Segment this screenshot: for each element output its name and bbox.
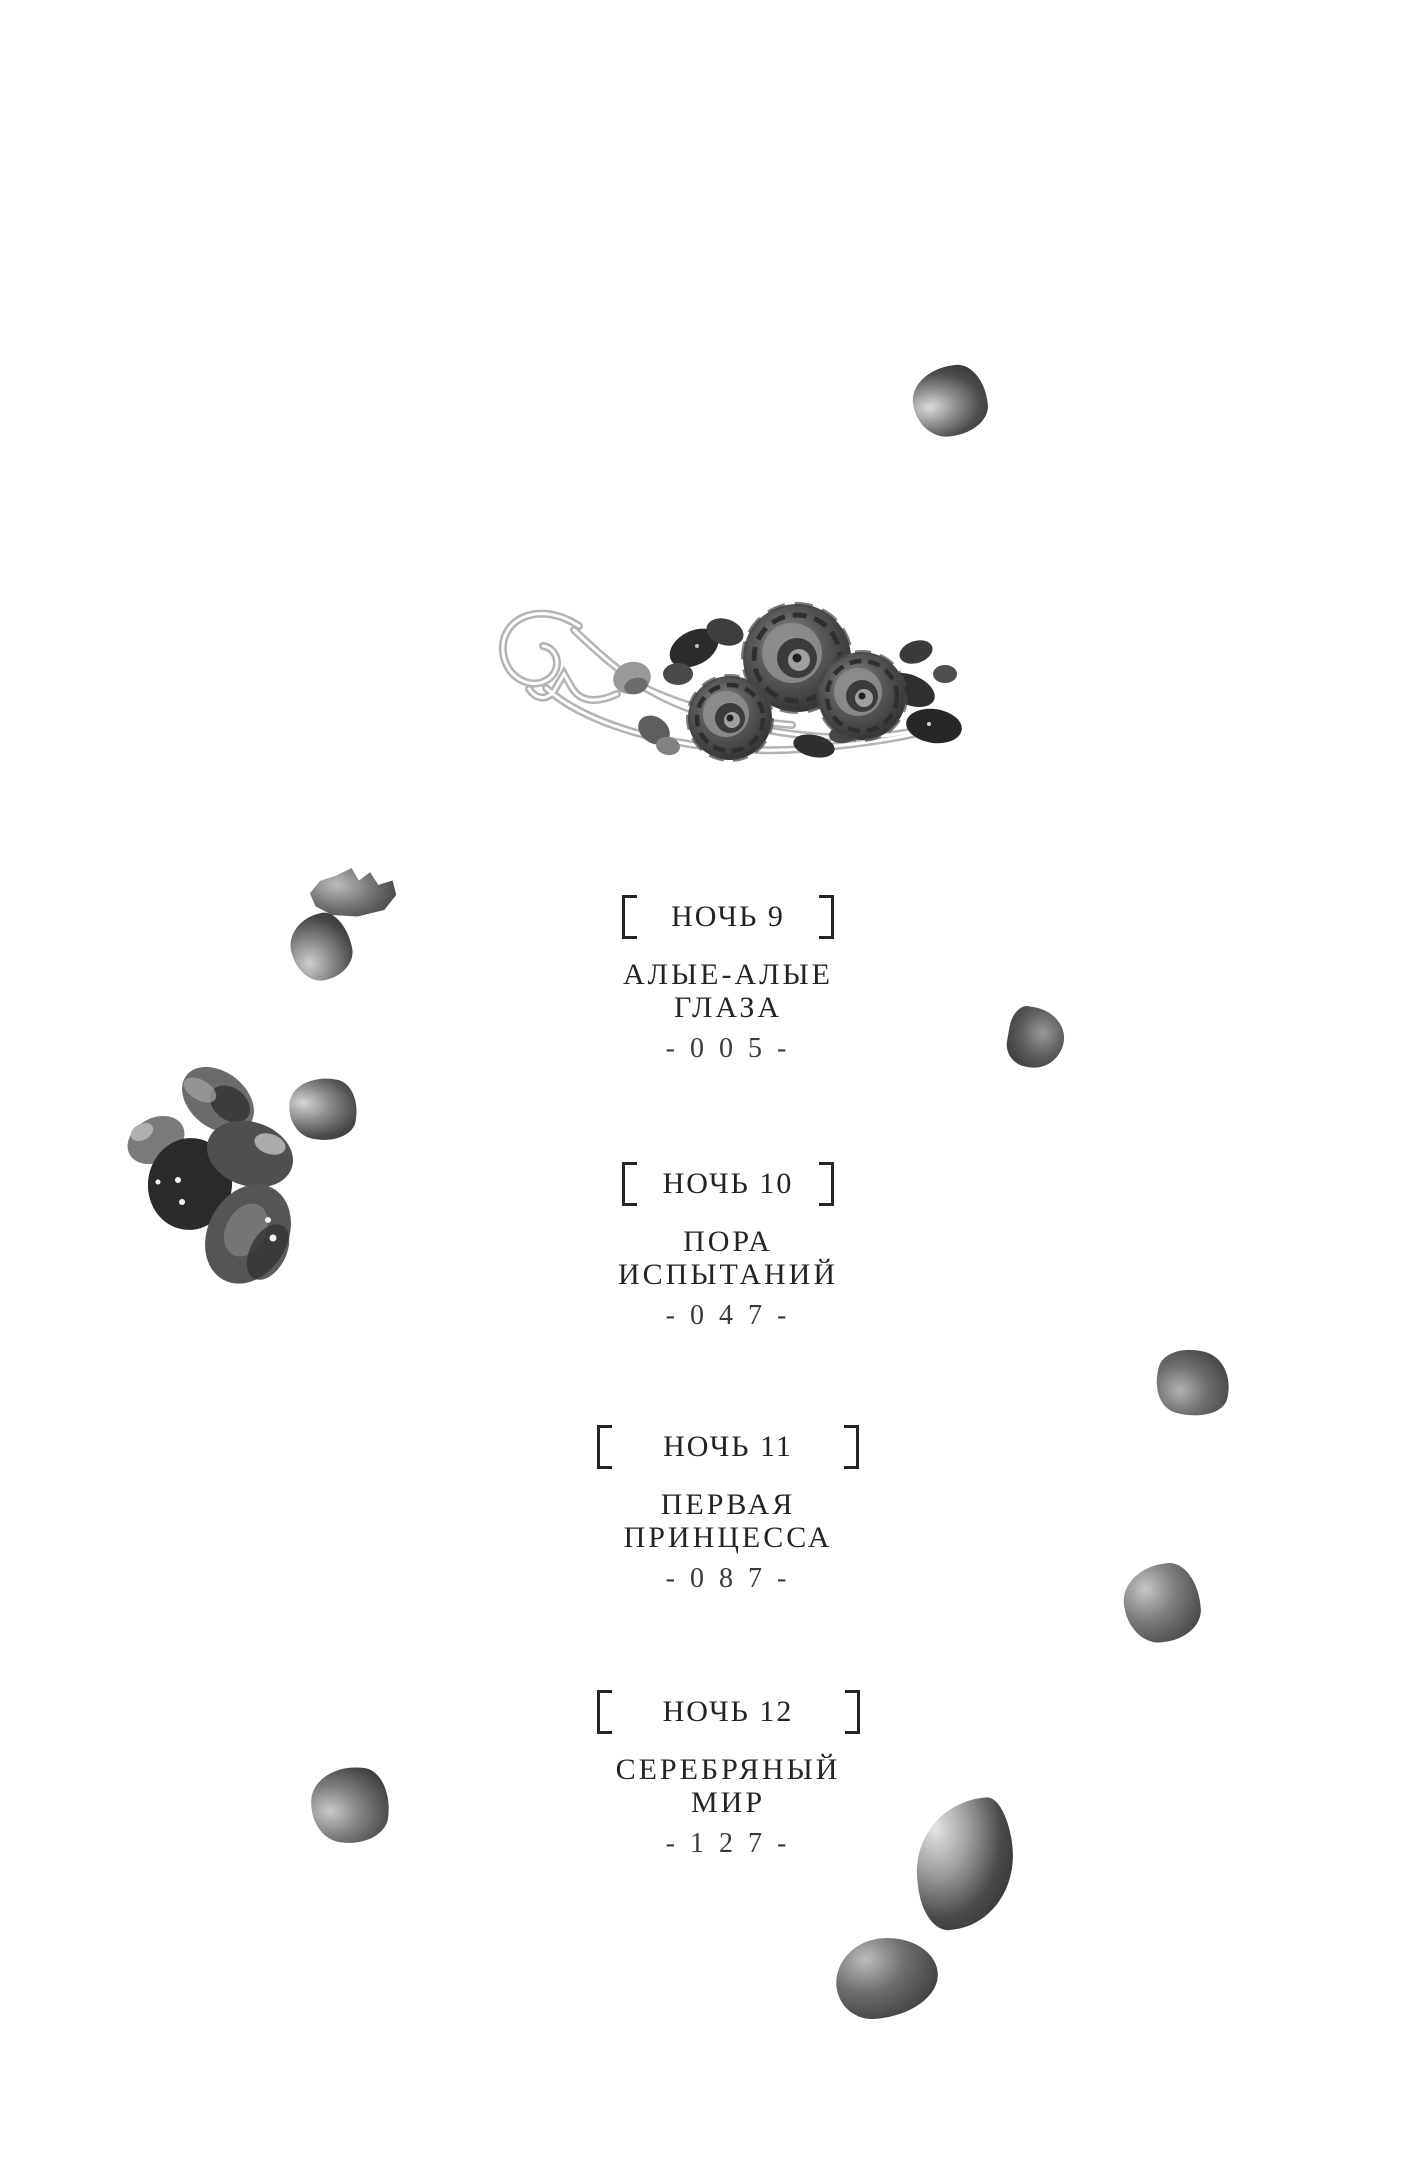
chapter-title-line1: АЛЫЕ-АЛЫЕ (623, 958, 833, 991)
chapter-label: НОЧЬ 9 (671, 899, 785, 933)
petal-cluster-icon (118, 1062, 308, 1297)
chapter-title (488, 958, 968, 1024)
toc-entry-night-12 (488, 1688, 968, 1860)
chapter-title-line2: МИР (690, 1786, 766, 1819)
page-number: - 0 0 5 - (665, 1033, 791, 1064)
chapter-label: НОЧЬ 12 (662, 1694, 794, 1728)
chapter-title-line1: СЕРЕБРЯНЫЙ (615, 1753, 841, 1786)
petal-bottom-left-icon (308, 1764, 391, 1845)
chapter-title-line2: ГЛАЗА (673, 991, 783, 1024)
rose-left (688, 676, 772, 760)
toc-entry-night-9 (488, 893, 968, 1065)
left-bracket-icon (622, 1162, 637, 1206)
toc-entry-night-10 (488, 1160, 968, 1332)
page-number: - 0 4 7 - (665, 1300, 791, 1331)
right-bracket-icon (819, 895, 834, 939)
chapter-heading (597, 1688, 860, 1735)
left-bracket-icon (622, 895, 637, 939)
chapter-heading (622, 1160, 834, 1207)
right-bracket-icon (844, 1425, 859, 1469)
chapter-label: НОЧЬ 10 (662, 1166, 794, 1200)
petal-right-upper-icon (1149, 1342, 1237, 1424)
chapter-title-line2: ИСПЫТАНИЙ (618, 1258, 838, 1291)
petal-right-lower-icon (1120, 1560, 1204, 1646)
chapter-title (488, 1225, 968, 1291)
chapter-title (488, 1488, 968, 1554)
right-bracket-icon (845, 1690, 860, 1734)
left-bracket-icon (597, 1690, 612, 1734)
chapter-title-line2: ПРИНЦЕССА (623, 1521, 833, 1554)
rose-flourish-ornament (482, 598, 962, 783)
petal-mid-right-icon (1003, 1004, 1069, 1073)
rose-right (818, 652, 906, 740)
toc-entry-night-11 (488, 1423, 968, 1595)
petal-bottom-icon (833, 1935, 940, 2022)
page-number: - 0 8 7 - (665, 1563, 791, 1594)
chapter-title (488, 1753, 968, 1819)
page-number: - 1 2 7 - (665, 1828, 791, 1859)
right-bracket-icon (819, 1162, 834, 1206)
chapter-title-line1: ПОРА (683, 1225, 773, 1258)
chapter-heading (622, 893, 834, 940)
left-bracket-icon (597, 1425, 612, 1469)
petal-left-small-icon (284, 908, 358, 987)
chapter-label: НОЧЬ 11 (663, 1429, 793, 1463)
petal-top-right-icon (908, 361, 991, 441)
chapter-title-line1: ПЕРВАЯ (660, 1488, 796, 1521)
chapter-heading (597, 1423, 860, 1470)
